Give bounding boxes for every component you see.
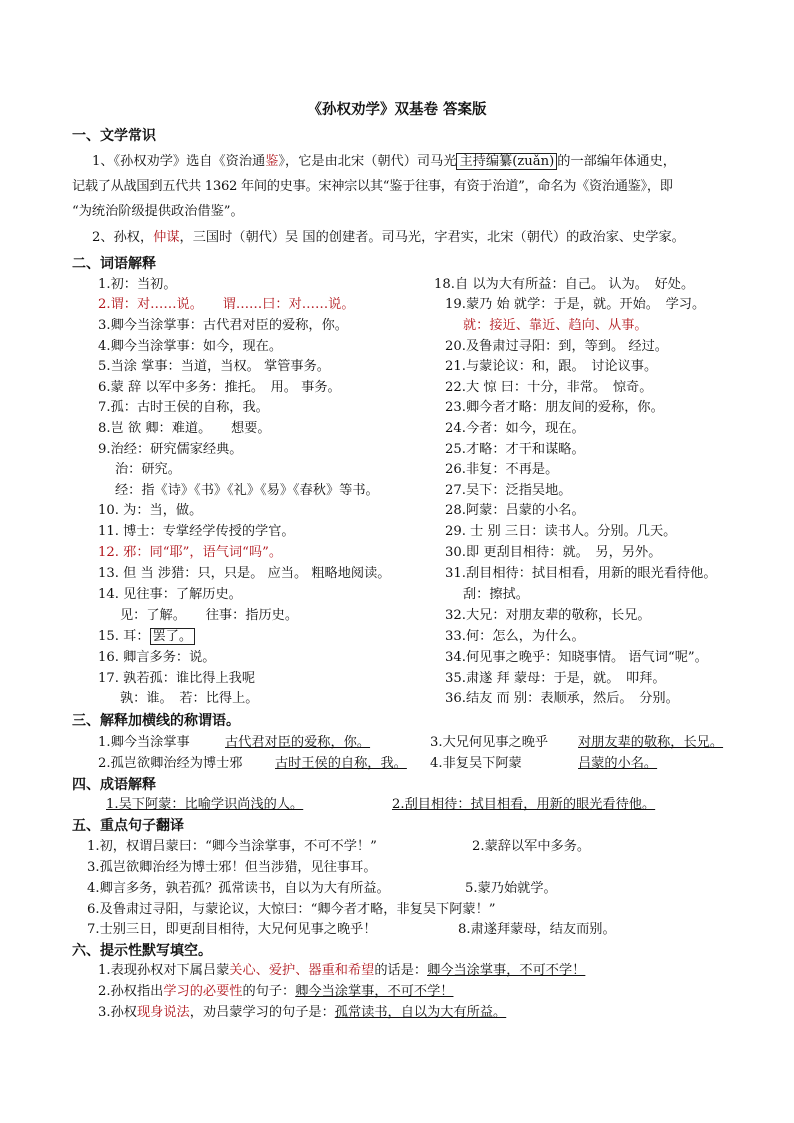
vocab-right-item: 35.肃遂 拜 蒙母：于是，就。 叩拜。 bbox=[445, 671, 666, 686]
idiom-item: 1.吴下阿蒙：比喻学识尚浅的人。 bbox=[106, 797, 304, 812]
translation-item: 2.蒙辞以军中多务。 bbox=[472, 839, 591, 854]
title-answer: 吕蒙的小名。 bbox=[578, 756, 658, 771]
section-heading-translation: 五、重点句子翻译 bbox=[72, 818, 184, 834]
answer-text: 卿今当涂掌事，不可不学！ bbox=[295, 984, 454, 999]
vocab-left-item: 2.谓：对……说。 谓……曰：对……说。 bbox=[98, 297, 355, 312]
vocab-right-item: 28.阿蒙：吕蒙的小名。 bbox=[445, 503, 585, 518]
boxed-answer: 罢了。 bbox=[150, 628, 196, 645]
vocab-right-item: 26.非复：不再是。 bbox=[445, 462, 559, 477]
highlight-text: 仲谋 bbox=[153, 230, 180, 245]
text: 》，它是由北宋（朝代）司马光 bbox=[278, 154, 457, 169]
literature-paragraph-2 bbox=[92, 230, 685, 247]
vocab-right-item: 18.自 以为大有所益：自己。 认为。 好处。 bbox=[434, 277, 695, 292]
literature-paragraph-1-line-2: 记载了从战国到五代共 1362 年间的史事。宋神宗以其“鉴于往事，有资于治道”，命名为《资治通鉴》，即 bbox=[72, 179, 673, 194]
vocab-left-item: 6.蒙 辞 以军中多务：推托。 用。 事务。 bbox=[98, 380, 341, 395]
vocab-left-item: 经：指《诗》《书》《礼》《易》《春秋》等书。 bbox=[115, 483, 379, 498]
vocab-right-item: 23.卿今者才略：朋友间的爱称，你。 bbox=[445, 400, 664, 415]
highlight-text: 学习的必要性 bbox=[163, 984, 243, 999]
vocab-left-item: 17. 孰若孤：谁比得上我呢 bbox=[98, 671, 256, 686]
text: 2、孙权， bbox=[92, 230, 154, 245]
title-answer: 古时王侯的自称，我。 bbox=[275, 756, 407, 771]
vocab-left-item: 孰：谁。 若：比得上。 bbox=[120, 691, 259, 706]
literature-paragraph-1-line-3: “为统治阶级提供政治借鉴”。 bbox=[72, 204, 244, 219]
dictation-item bbox=[98, 1005, 506, 1022]
highlight-text: 现身说法 bbox=[136, 1005, 190, 1020]
vocab-right-item: 32.大兄：对朋友辈的敬称，长兄。 bbox=[445, 608, 651, 623]
highlight-text: 关心、爱护、器重和希望 bbox=[229, 963, 375, 978]
text: 3.孙权 bbox=[98, 1005, 137, 1020]
vocab-right-item: 31.刮目相待：拭目相看，用新的眼光看待他。 bbox=[445, 566, 717, 581]
page-title: 《孙权劝学》双基卷 答案版 bbox=[307, 101, 487, 118]
translation-item: 7.士别三日，即更刮目相待，大兄何见事之晚乎！ bbox=[87, 922, 377, 937]
text: 15. 耳： bbox=[98, 629, 150, 644]
highlight-text: 鉴 bbox=[265, 154, 279, 169]
vocab-left-item bbox=[98, 629, 195, 646]
vocab-left-item: 3.卿今当涂掌事：古代君对臣的爱称，你。 bbox=[98, 318, 348, 333]
vocab-left-item: 16. 卿言多务：说。 bbox=[98, 650, 216, 665]
vocab-right-item: 29. 士 别 三日：读书人。分别。几天。 bbox=[445, 524, 677, 539]
text: 1.表现孙权对下属吕蒙 bbox=[98, 963, 230, 978]
section-heading-vocabulary: 二、词语解释 bbox=[72, 256, 156, 272]
vocab-right-item: 21.与蒙论议：和，跟。 讨论议事。 bbox=[445, 359, 658, 374]
vocab-right-item: 22.大 惊 曰：十分，非常。 惊奇。 bbox=[445, 380, 653, 395]
text: 的句子： bbox=[242, 984, 296, 999]
dictation-item bbox=[98, 984, 453, 1001]
vocab-right-item: 20.及鲁肃过寻阳：到，等到。 经过。 bbox=[445, 339, 668, 354]
vocab-right-item: 33.何：怎么，为什么。 bbox=[445, 629, 585, 644]
dictation-item bbox=[98, 963, 585, 980]
vocab-left-item: 14. 见往事：了解历史。 bbox=[98, 587, 242, 602]
boxed-text: 主持编纂(zuǎn) bbox=[456, 153, 557, 170]
vocab-left-item: 10. 为：当，做。 bbox=[98, 503, 203, 518]
vocab-right-item: 27.吴下：泛指吴地。 bbox=[445, 483, 572, 498]
text: 2.孙权指出 bbox=[98, 984, 164, 999]
vocab-left-item: 4.卿今当涂掌事：如今，现在。 bbox=[98, 339, 283, 354]
vocab-left-item: 12. 邪：同“耶”，语气词“吗”。 bbox=[98, 545, 283, 560]
title-question: 2.孤岂欲卿治经为博士邪 bbox=[98, 756, 243, 771]
vocab-right-item: 24.今者：如今，现在。 bbox=[445, 421, 585, 436]
translation-item: 3.孤岂欲卿治经为博士邪！但当涉猎，见往事耳。 bbox=[87, 860, 377, 875]
vocab-left-item: 11. 博士：专掌经学传授的学官。 bbox=[98, 524, 295, 539]
translation-item: 8.肃遂拜蒙母，结友而别。 bbox=[458, 922, 616, 937]
vocab-left-item: 治：研究。 bbox=[115, 462, 181, 477]
vocab-left-item: 13. 但 当 涉猎：只，只是。 应当。 粗略地阅读。 bbox=[98, 566, 391, 581]
text: 的一部编年体通史， bbox=[557, 154, 676, 169]
answer-text: 孤常读书，自以为大有所益。 bbox=[334, 1005, 507, 1020]
translation-item: 6.及鲁肃过寻阳，与蒙论议，大惊曰：“卿今者才略，非复吴下阿蒙！” bbox=[87, 902, 496, 917]
vocab-right-item: 36.结友 而 别：表顺承，然后。 分别。 bbox=[445, 691, 679, 706]
vocab-left-item: 8.岂 欲 卿：难道。 想要。 bbox=[98, 421, 271, 436]
title-question: 4.非复吴下阿蒙 bbox=[430, 756, 522, 771]
vocab-right-item: 25.才略：才干和谋略。 bbox=[445, 442, 585, 457]
vocab-left-item: 7.孤：古时王侯的自称，我。 bbox=[98, 400, 269, 415]
section-heading-literature: 一、文学常识 bbox=[72, 128, 156, 144]
title-question: 3.大兄何见事之晚乎 bbox=[430, 735, 549, 750]
section-heading-idioms: 四、成语解释 bbox=[72, 777, 156, 793]
section-heading-dictation: 六、提示性默写填空。 bbox=[72, 943, 212, 959]
text: ，劝吕蒙学习的句子是： bbox=[189, 1005, 335, 1020]
vocab-left-item: 5.当涂 掌事：当道，当权。 掌管事务。 bbox=[98, 359, 330, 374]
title-answer: 古代君对臣的爱称，你。 bbox=[225, 735, 371, 750]
title-answer: 对朋友辈的敬称，长兄。 bbox=[578, 735, 724, 750]
vocab-right-item: 就：接近、靠近、趋向、从事。 bbox=[463, 318, 648, 333]
section-heading-titles: 三、解释加横线的称谓语。 bbox=[72, 713, 240, 729]
vocab-right-item: 19.蒙乃 始 就学：于是，就。开始。 学习。 bbox=[445, 297, 706, 312]
vocab-right-item: 刮：擦拭。 bbox=[463, 587, 529, 602]
text: 1、《孙权劝学》选自《资治通 bbox=[92, 154, 266, 169]
vocab-right-item: 30.即 更刮目相待：就。 另，另外。 bbox=[445, 545, 662, 560]
vocab-left-item: 9.治经：研究儒家经典。 bbox=[98, 442, 243, 457]
vocab-left-item: 1.初：当初。 bbox=[98, 277, 177, 292]
translation-item: 4.卿言多务，孰若孤？孤常读书，自以为大有所益。 bbox=[87, 881, 390, 896]
text: 的话是： bbox=[374, 963, 428, 978]
idiom-item: 2.刮目相待：拭目相看，用新的眼光看待他。 bbox=[392, 797, 656, 812]
vocab-left-item: 见：了解。 往事：指历史。 bbox=[120, 608, 299, 623]
translation-item: 5.蒙乃始就学。 bbox=[465, 881, 557, 896]
vocab-right-item: 34.何见事之晚乎：知晓事情。 语气词“呢”。 bbox=[445, 650, 708, 665]
text: ，三国时（朝代）吴 国的创建者。司马光，字君实，北宋（朝代）的政治家、史学家。 bbox=[179, 230, 685, 245]
answer-text: 卿今当涂掌事，不可不学！ bbox=[427, 963, 586, 978]
title-question: 1.卿今当涂掌事 bbox=[98, 735, 190, 750]
literature-paragraph-1-line-1 bbox=[92, 154, 676, 171]
translation-item: 1.初，权谓吕蒙曰：“卿今当涂掌事，不可不学！” bbox=[87, 839, 377, 854]
